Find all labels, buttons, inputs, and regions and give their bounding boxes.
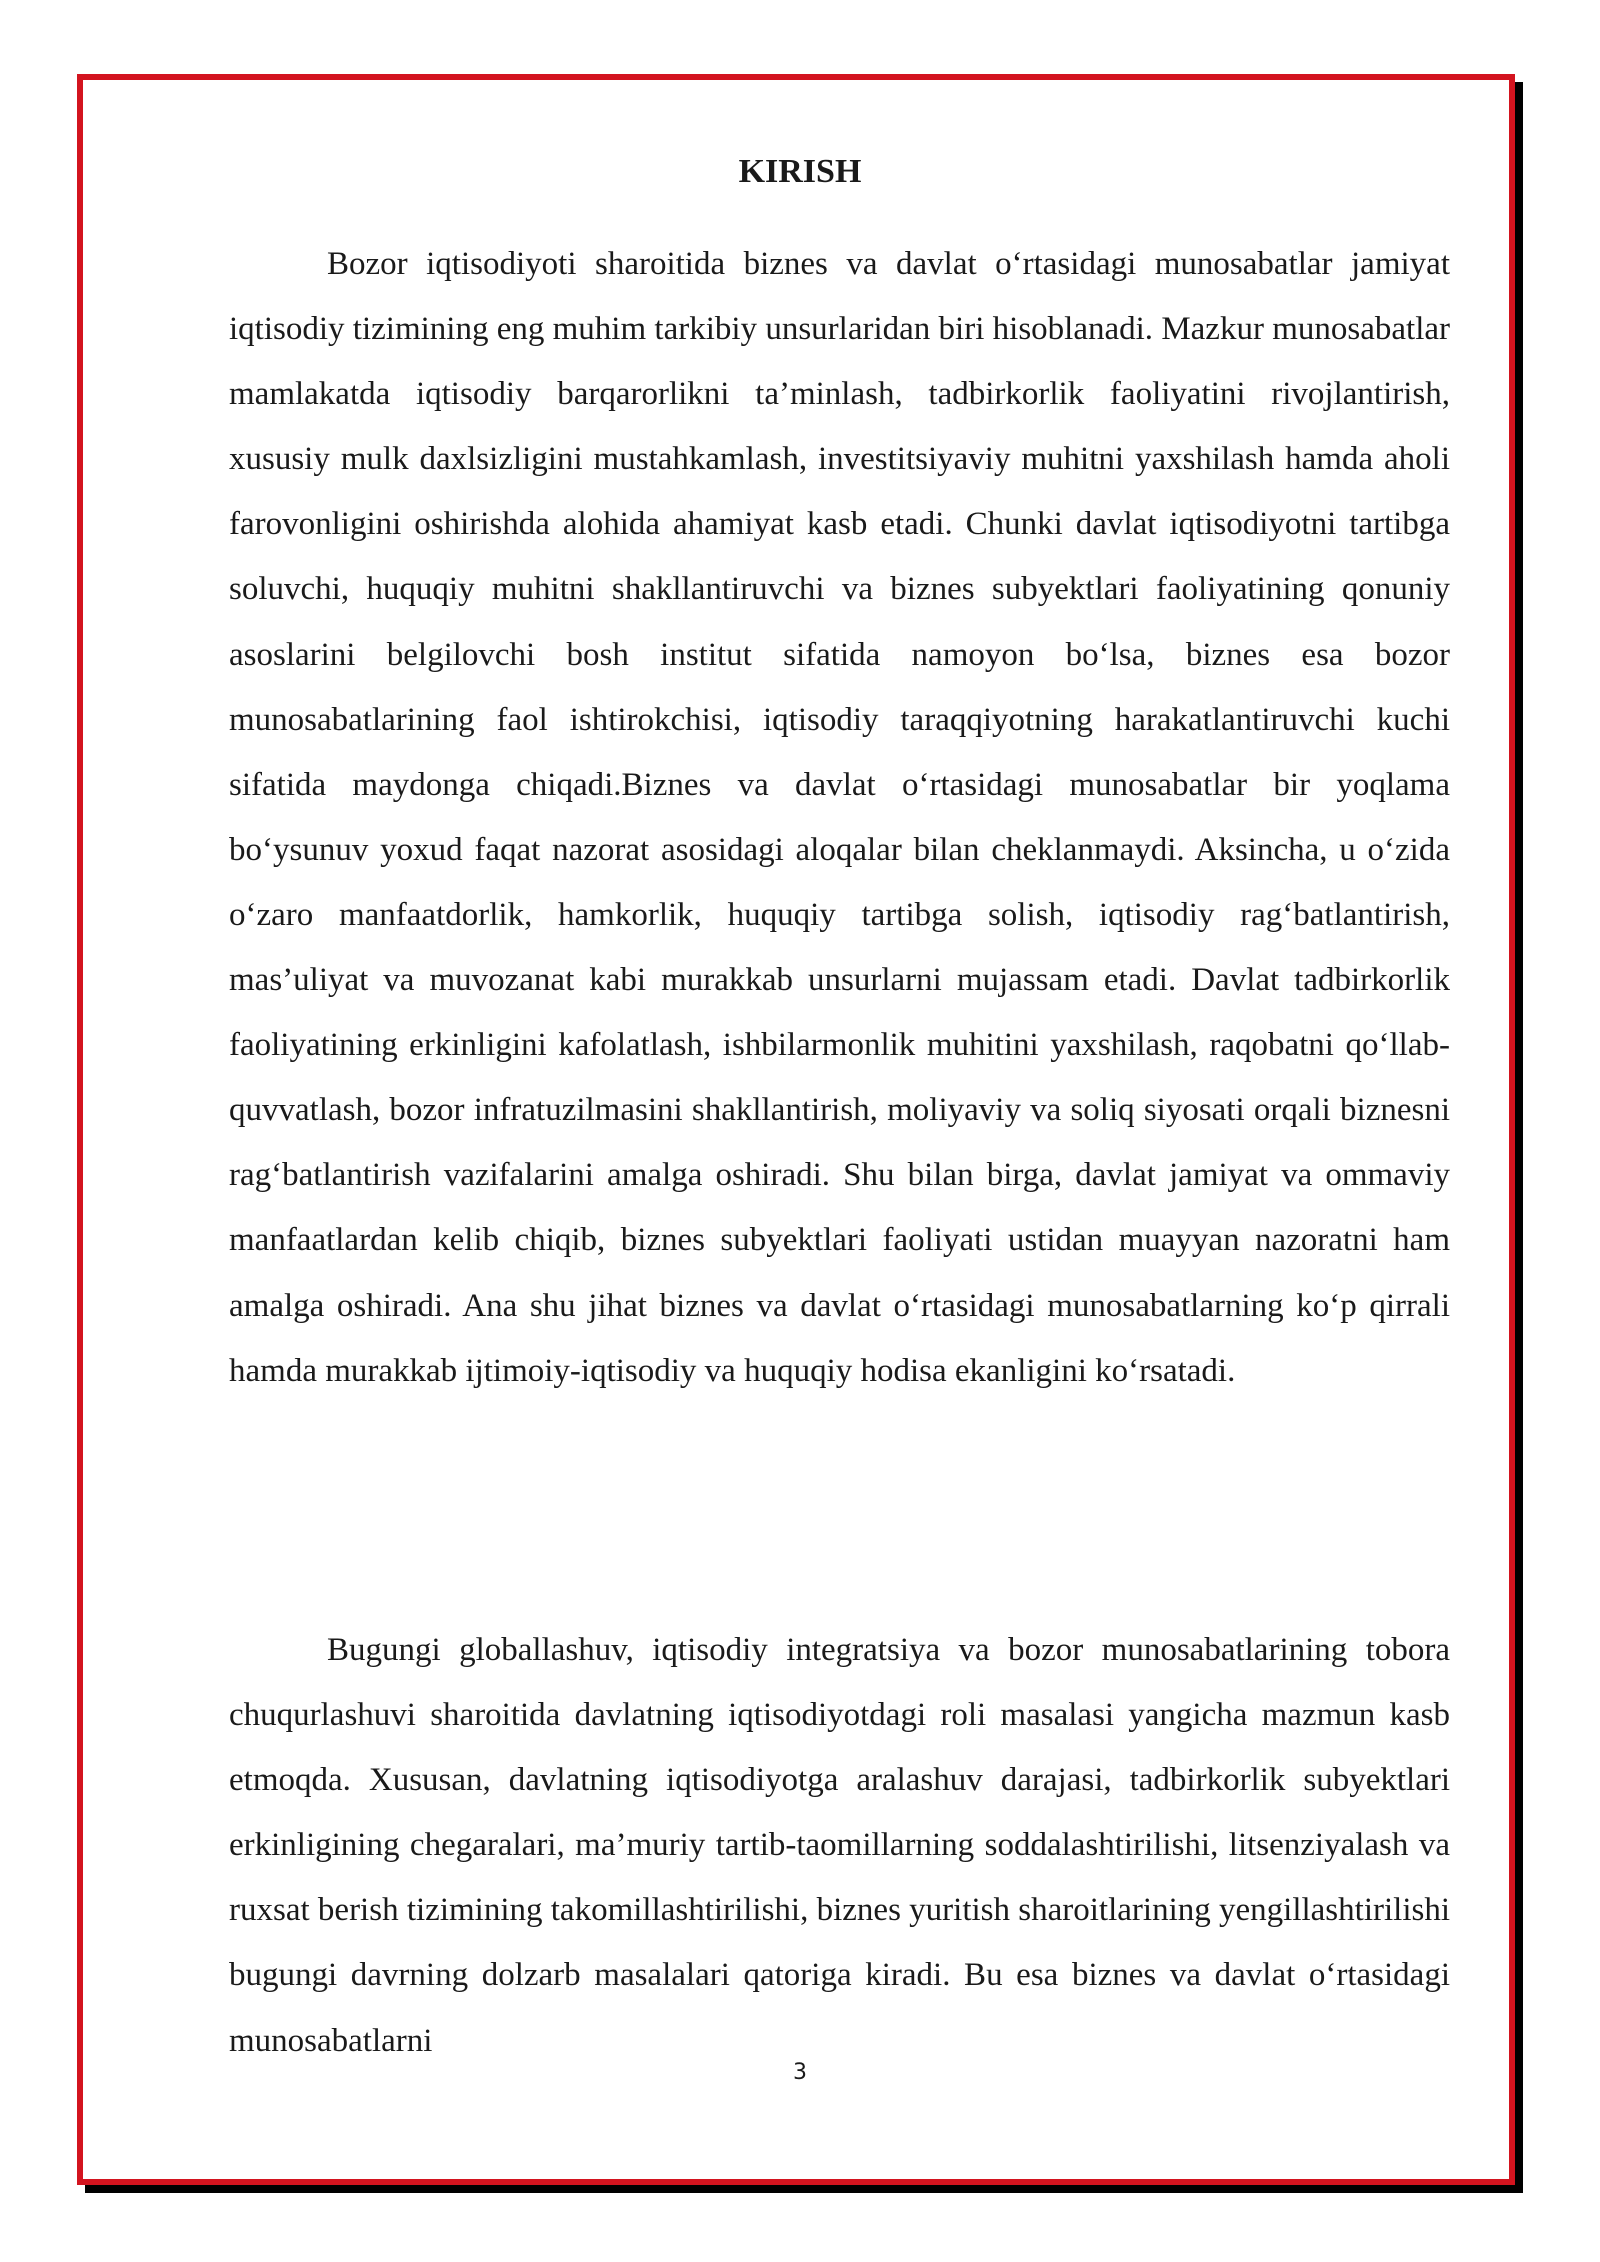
body-paragraph-1: Bozor iqtisodiyoti sharoitida biznes va davlat o‘rtasidagi munosabatlar jamiyat iqtisodiy tizimining eng muhim tarkibiy unsurlaridan biri hisoblanadi. Mazkur munosabatlar mamlakatda iqtisodiy barqarorlikni ta’minlash, tadbirkorlik faoliyatini rivojlantirish, xususiy mulk daxlsizligini mustahkamlash, investitsiyaviy muhitni yaxshilash hamda aholi farovonligini oshirishda alohida ahamiyat kasb etadi. Chunki davlat iqtisodiyotni tartibga soluvchi, huquqiy muhitni shakllantiruvchi va biznes subyektlari faoliyatining qonuniy asoslarini belgilovchi bosh institut sifatida namoyon bo‘lsa, biznes esa bozor munosabatlarining faol ishtirokchisi, iqtisodiy taraqqiyotning harakatlantiruvchi kuchi sifatida maydonga chiqadi.Biznes va davlat o‘rtasidagi munosabatlar bir yoqlama bo‘ysunuv yoxud faqat nazorat asosidagi aloqalar bilan cheklanmaydi. Aksincha, u o‘zida o‘zaro manfaatdorlik, hamkorlik, huquqiy tartibga solish, iqtisodiy rag‘batlantirish, mas’uliyat va muvozanat kabi murakkab unsurlarni mujassam etadi. Davlat tadbirkorlik faoliyatining erkinligini kafolatlash, ishbilarmonlik muhitini yaxshilash, raqobatni qo‘llab-quvvatlash, bozor infratuzilmasini shakllantirish, moliyaviy va soliq siyosati orqali biznesni rag‘batlantirish vazifalarini amalga oshiradi. Shu bilan birga, davlat jamiyat va ommaviy manfaatlardan kelib chiqib, biznes subyektlari faoliyati ustidan muayyan nazoratni ham amalga oshiradi. Ana shu jihat biznes va davlat o‘rtasidagi munosabatlarning ko‘p qirrali hamda murakkab ijtimoiy-iqtisodiy va huquqiy hodisa ekanligini ko‘rsatadi. <box>229 246 1450 1389</box>
body-paragraph-2: Bugungi globallashuv, iqtisodiy integratsiya va bozor munosabatlarining tobora chuqurlashuvi sharoitida davlatning iqtisodiyotdagi roli masalasi yangicha mazmun kasb etmoqda. Xususan, davlatning iqtisodiyotga aralashuv darajasi, tadbirkorlik subyektlari erkinligining chegaralari, ma’muriy tartib-taomillarning soddalashtirilishi, litsenziyalash va ruxsat berish tizimining takomillashtirilishi, biznes yuritish sharoitlarining yengillashtirilishi bugungi davrning dolzarb masalalari qatoriga kiradi. Bu esa biznes va davlat o‘rtasidagi munosabatlarni <box>229 1632 1450 2059</box>
page-number: 3 <box>793 2060 807 2085</box>
page-title: KIRISH <box>738 153 862 190</box>
